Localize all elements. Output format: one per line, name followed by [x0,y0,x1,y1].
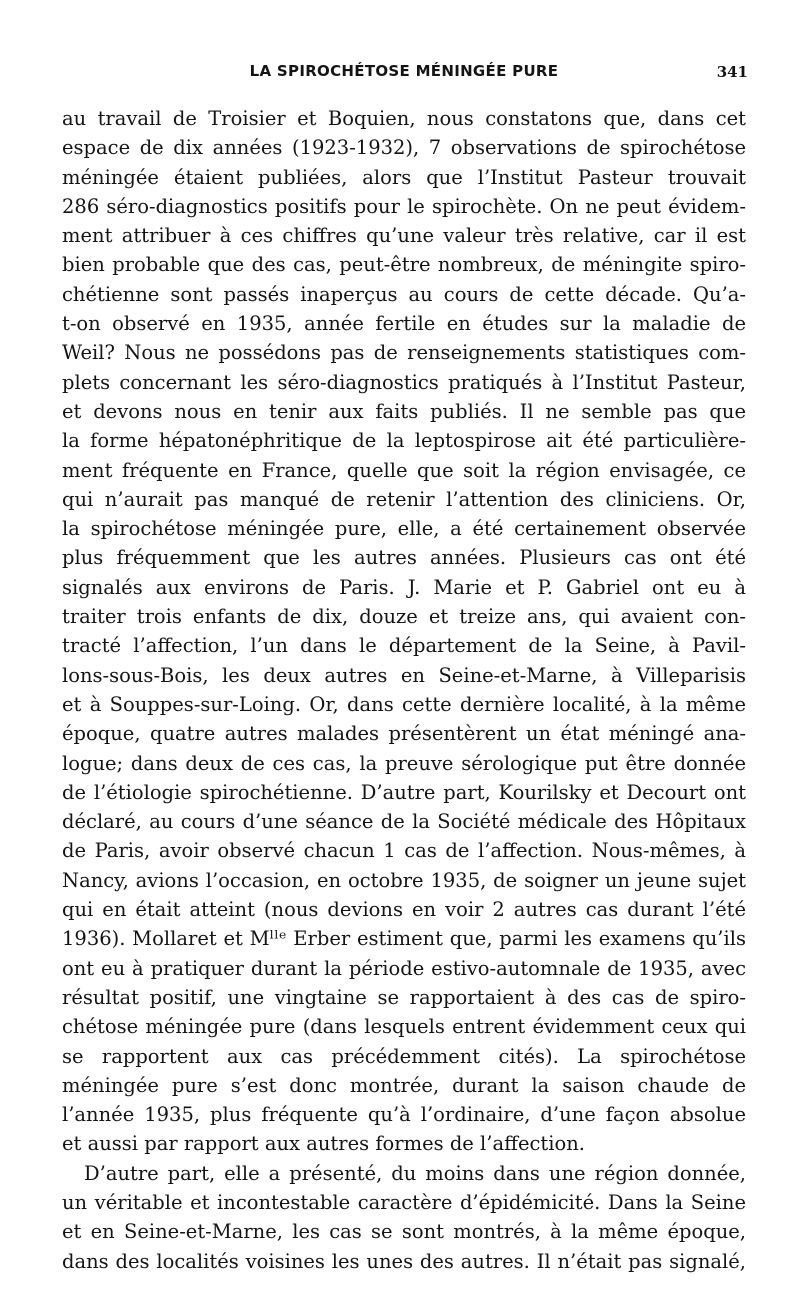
text-line: espace de dix années (1923-1932), 7 observations de spirochétose [62,136,746,160]
text-line: qui en était atteint (nous devions en voir 2 autres cas durant l’été [62,898,746,922]
text-line: un véritable et incontestable caractère d’épidémicité. Dans la Seine [62,1190,746,1214]
text-line: qui n’aurait pas manqué de retenir l’attention des cliniciens. Or, [62,487,746,511]
text-line: lons-sous-Bois, les deux autres en Seine-et-Marne, à Villeparisis [62,663,746,687]
text-line: la forme hépatonéphritique de la leptospirose ait été particulière- [62,429,746,453]
body-text [62,104,746,1276]
running-title: LA SPIROCHÉTOSE MÉNINGÉE PURE [249,62,559,80]
text-line: dans des localités voisines les unes des autres. Il n’était pas signalé, [62,1249,746,1273]
text-line: et en Seine-et-Marne, les cas se sont montrés, à la même époque, [62,1220,746,1244]
text-line: plets concernant les séro-diagnostics pratiqués à l’Institut Pasteur, [62,370,746,394]
text-line: méningée pure s’est donc montrée, durant la saison chaude de [62,1073,746,1097]
text-line: l’année 1935, plus fréquente qu’à l’ordinaire, d’une façon absolue [62,1103,746,1127]
text-line: déclaré, au cours d’une séance de la Société médicale des Hôpitaux [62,810,746,834]
text-line: ment attribuer à ces chiffres qu’une valeur très relative, car il est [62,224,746,248]
text-line: plus fréquemment que les autres années. Plusieurs cas ont été [62,546,746,570]
text-line: et devons nous en tenir aux faits publiés. Il ne semble pas que [62,399,746,423]
text-line: 286 séro-diagnostics positifs pour le spirochète. On ne peut évidem- [62,194,746,218]
text-line: logue; dans deux de ces cas, la preuve sérologique put être donnée [62,751,746,775]
page-number: 341 [716,63,748,81]
running-head [60,62,748,92]
text-line: méningée étaient publiées, alors que l’Institut Pasteur trouvait [62,165,746,189]
text-line: au travail de Troisier et Boquien, nous constatons que, dans cet [62,107,746,130]
text-line: traiter trois enfants de dix, douze et treize ans, qui avaient con- [62,605,746,629]
text-line: Weil? Nous ne possédons pas de renseignements statistiques com- [62,341,746,365]
text-line: 1936). Mollaret et Mˡˡᵉ Erber estiment que, parmi les examens qu’ils [62,927,746,951]
text-line: époque, quatre autres malades présentèrent un état méningé ana- [62,722,746,746]
text-line: la spirochétose méningée pure, elle, a été certainement observée [62,517,746,541]
text-line: de l’étiologie spirochétienne. D’autre part, Kourilsky et Decourt ont [62,780,746,804]
text-line: résultat positif, une vingtaine se rapportaient à des cas de spiro- [62,985,746,1009]
text-line: Nancy, avions l’occasion, en octobre 1935, de soigner un jeune sujet [62,868,746,892]
text-line: ment fréquente en France, quelle que soit la région envisagée, ce [62,458,746,482]
text-line: D’autre part, elle a présenté, du moins dans une région donnée, [84,1161,746,1185]
text-line: et à Souppes-sur-Loing. Or, dans cette dernière localité, à la même [62,692,746,716]
text-line: et aussi par rapport aux autres formes de l’affection. [62,1132,585,1156]
text-line: chétienne sont passés inaperçus au cours de cette décade. Qu’a- [62,282,746,306]
text-line: de Paris, avoir observé chacun 1 cas de l’affection. Nous-mêmes, à [62,839,746,863]
text-line: se rapportent aux cas précédemment cités). La spirochétose [62,1044,746,1068]
text-line: t-on observé en 1935, année fertile en études sur la maladie de [62,312,746,336]
text-line: chétose méningée pure (dans lesquels entrent évidemment ceux qui [62,1015,746,1039]
text-line: signalés aux environs de Paris. J. Marie et P. Gabriel ont eu à [62,575,746,599]
text-line: ont eu à pratiquer durant la période estivo-automnale de 1935, avec [62,956,746,980]
text-line: bien probable que des cas, peut-être nombreux, de méningite spiro- [62,253,746,277]
text-line: tracté l’affection, l’un dans le département de la Seine, à Pavil- [62,634,746,658]
